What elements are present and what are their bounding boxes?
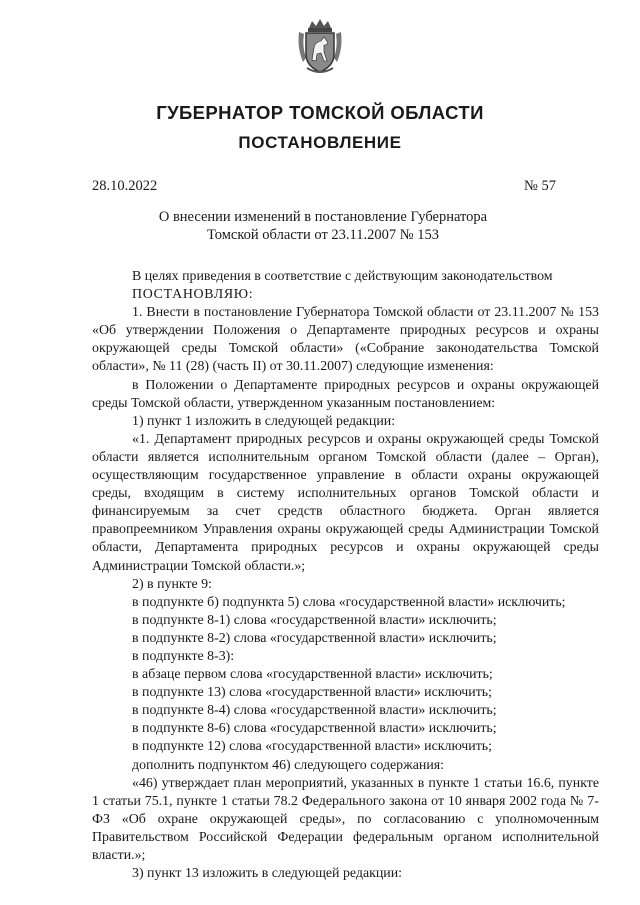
paragraph: в подпункте 8-4) слова «государственной власти» исключить; — [132, 703, 497, 719]
paragraph: «46) утверждает план мероприятий, указанных в пункте 1 статьи 16.6, пункте 1 статьи 75.1, пункте 1 статьи 78.2 Федерального закона от 10 января 2002 года № 7-ФЗ «Об охране окружающей среды», по согласованию с уполномоченным Правительством Российской Федерации федеральным органом исполнительной власти.»; — [92, 775, 599, 863]
paragraph: в абзаце первом слова «государственной власти» исключить; — [132, 667, 493, 683]
paragraph: 2) в пункте 9: — [132, 576, 212, 592]
paragraph: в подпункте 8-1) слова «государственной власти» исключить; — [132, 612, 497, 628]
document-body — [92, 268, 599, 883]
issuing-authority: ГУБЕРНАТОР ТОМСКОЙ ОБЛАСТИ — [156, 102, 484, 123]
document-subject — [150, 208, 496, 244]
resolve-heading: ПОСТАНОВЛЯЮ: — [132, 287, 254, 303]
paragraph: в Положении о Департаменте природных ресурсов и охраны окружающей среды Томской области, утвержденном указанным постановлением: — [92, 377, 599, 411]
paragraph: в подпункте 8-3): — [132, 648, 235, 664]
document-type: ПОСТАНОВЛЕНИЕ — [238, 133, 402, 152]
paragraph: 1) пункт 1 изложить в следующей редакции: — [132, 413, 396, 429]
paragraph: «1. Департамент природных ресурсов и охраны окружающей среды Томской области является исполнительным органом Томской области (далее – Орган), осуществляющим государственное управление в области охраны окружающей среды, входящим в систему исполнительных органов Томской области и финансируемым за счет средств областного бюджета. Орган является правопреемником Управления охраны окружающей среды Администрации Томской области, Департамента природных ресурсов и охраны окружающей среды Администрации Томской области.»; — [92, 431, 599, 574]
paragraph: дополнить подпунктом 46) следующего содержания: — [132, 757, 444, 773]
subject-line: Томской области от 23.11.2007 № 153 — [207, 227, 439, 243]
paragraph: в подпункте 13) слова «государственной власти» исключить; — [132, 685, 492, 701]
paragraph: в подпункте 12) слова «государственной власти» исключить; — [132, 739, 492, 755]
document-date: 28.10.2022 — [92, 178, 158, 194]
paragraph: 3) пункт 13 изложить в следующей редакции: — [132, 866, 403, 882]
document-number: № 57 — [524, 178, 556, 194]
paragraph: в подпункте 8-6) слова «государственной власти» исключить; — [132, 721, 497, 737]
tomsk-coat-of-arms-icon — [297, 18, 343, 76]
preamble: В целях приведения в соответствие с действующим законодательством — [132, 269, 553, 284]
subject-line: О внесении изменений в постановление Губернатора — [158, 209, 488, 225]
paragraph: в подпункте 8-2) слова «государственной власти» исключить; — [132, 630, 497, 646]
paragraph: в подпункте б) подпункта 5) слова «государственной власти» исключить; — [132, 594, 566, 610]
paragraph: 1. Внести в постановление Губернатора Томской области от 23.11.2007 № 153 «Об утверждении Положения о Департаменте природных ресурсов и охраны окружающей среды Томской области» («Собрание законодательства Томской области», № 11 (28) (часть II) от 30.11.2007) следующие изменения: — [92, 305, 599, 375]
